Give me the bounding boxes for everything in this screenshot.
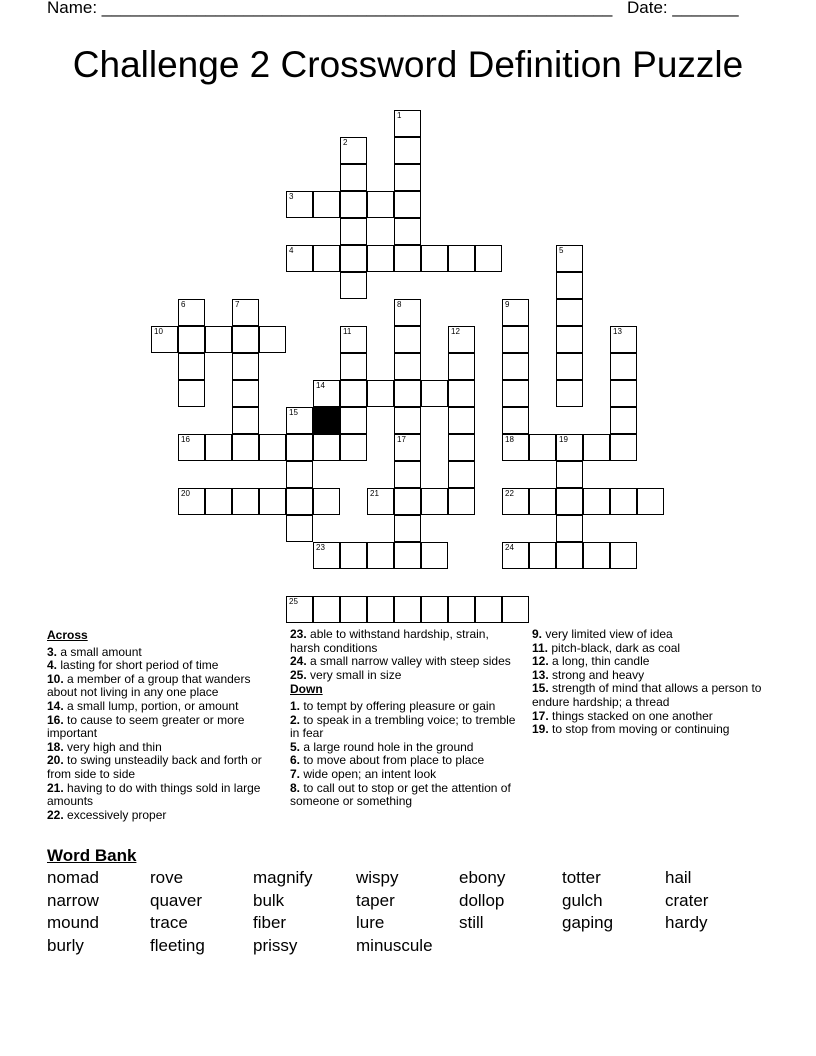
clue-item [47, 741, 277, 755]
grid-cell[interactable] [556, 299, 583, 326]
grid-cell[interactable] [286, 515, 313, 542]
grid-cell[interactable] [286, 434, 313, 461]
grid-cell[interactable] [421, 542, 448, 569]
word-bank-word: nomad [47, 868, 99, 887]
clue-number: 5 [559, 246, 564, 255]
word-bank-row [47, 891, 807, 914]
grid-cell[interactable] [583, 434, 610, 461]
word-bank-word: hardy [665, 913, 708, 933]
grid-cell[interactable] [286, 461, 313, 488]
clue-number: 11 [343, 327, 352, 336]
grid-cell[interactable] [448, 434, 475, 461]
word-bank-word: crater [665, 890, 709, 910]
grid-cell[interactable] [259, 434, 286, 461]
clue-number-label: 14. [47, 698, 64, 713]
grid-cell[interactable] [205, 434, 232, 461]
clue-number: 18 [505, 435, 514, 444]
clue-number-label: 17. [532, 708, 549, 723]
grid-cell[interactable] [502, 434, 529, 461]
grid-cell[interactable] [205, 326, 232, 353]
grid-cell[interactable] [502, 542, 529, 569]
grid-cell[interactable] [610, 542, 637, 569]
grid-cell[interactable] [610, 407, 637, 434]
grid-cell[interactable] [556, 353, 583, 380]
clue-item [290, 782, 520, 809]
grid-cell[interactable] [340, 272, 367, 299]
grid-cell[interactable] [394, 326, 421, 353]
word-bank-word: fleeting [150, 936, 205, 956]
grid-cell[interactable] [232, 299, 259, 326]
clue-number: 25 [289, 597, 298, 606]
word-bank-word: wispy [356, 868, 399, 887]
clue-text: wide open; an intent look [300, 766, 437, 781]
word-bank-word: narrow [47, 890, 99, 910]
clue-number-label: 19. [532, 722, 549, 737]
grid-cell[interactable] [367, 488, 394, 515]
grid-cell[interactable] [394, 407, 421, 434]
clues-column-2 [290, 628, 520, 809]
clue-text: lasting for short period of time [57, 658, 219, 673]
clue-number-label: 1. [290, 698, 301, 713]
clue-item [290, 741, 520, 755]
clue-number: 21 [370, 489, 379, 498]
grid-cell[interactable] [178, 299, 205, 326]
grid-cell[interactable] [178, 488, 205, 515]
grid-cell[interactable] [340, 137, 367, 164]
clues-column-1 [47, 628, 277, 822]
clue-text: to tempt by offering pleasure or gain [300, 698, 496, 713]
clue-number-label: 20. [47, 753, 64, 768]
word-bank-word: mound [47, 913, 99, 933]
grid-cell[interactable] [394, 434, 421, 461]
clue-text: pitch-black, dark as coal [548, 640, 681, 655]
grid-cell[interactable] [313, 245, 340, 272]
grid-cell[interactable] [394, 596, 421, 623]
grid-cell[interactable] [502, 380, 529, 407]
grid-cell[interactable] [178, 380, 205, 407]
clue-number-label: 18. [47, 739, 64, 754]
grid-cell[interactable] [340, 164, 367, 191]
grid-cell[interactable] [394, 353, 421, 380]
grid-cell[interactable] [340, 542, 367, 569]
grid-cell[interactable] [394, 488, 421, 515]
clue-text: a large round hole in the ground [300, 739, 474, 754]
grid-cell[interactable] [583, 488, 610, 515]
clue-number-label: 2. [290, 712, 301, 727]
word-bank-word: quaver [150, 890, 202, 910]
clue-number: 12 [451, 327, 460, 336]
grid-cell[interactable] [313, 488, 340, 515]
clue-item [47, 809, 277, 823]
clue-number: 7 [235, 300, 240, 309]
grid-cell[interactable] [502, 299, 529, 326]
clue-number: 15 [289, 408, 298, 417]
grid-cell[interactable] [232, 380, 259, 407]
clue-item [47, 754, 277, 781]
clue-item [532, 628, 767, 642]
grid-cell[interactable] [394, 110, 421, 137]
clue-text: a member of a group that wanders about not living in any one place [47, 671, 251, 700]
word-bank-word: dollop [459, 890, 505, 910]
grid-cell[interactable] [394, 137, 421, 164]
clue-number-label: 15. [532, 681, 549, 696]
grid-cell[interactable] [367, 542, 394, 569]
word-bank-title: Word Bank [47, 846, 137, 865]
clue-number: 17 [397, 435, 406, 444]
clue-number-label: 8. [290, 780, 301, 795]
grid-cell[interactable] [340, 191, 367, 218]
clue-number: 14 [316, 381, 325, 390]
clue-number-label: 7. [290, 766, 301, 781]
clue-text: to call out to stop or get the attention of someone or something [290, 780, 511, 809]
grid-cell[interactable] [178, 434, 205, 461]
clue-number: 20 [181, 489, 190, 498]
word-bank-row [47, 936, 807, 959]
grid-cell[interactable] [394, 218, 421, 245]
clue-number: 1 [397, 111, 402, 120]
grid-cell[interactable] [286, 191, 313, 218]
grid-cell[interactable] [502, 353, 529, 380]
clue-item [47, 673, 277, 700]
word-bank-word: taper [356, 890, 395, 910]
grid-cell[interactable] [367, 380, 394, 407]
clue-text: a long, thin candle [548, 654, 650, 669]
clue-item [290, 700, 520, 714]
clue-number: 9 [505, 300, 510, 309]
grid-cell[interactable] [394, 380, 421, 407]
grid-cell[interactable] [394, 515, 421, 542]
clue-text: to swing unsteadily back and forth or from side to side [47, 753, 262, 781]
clue-item [532, 710, 767, 724]
clue-number: 4 [289, 246, 294, 255]
clue-text: to move about from place to place [300, 753, 485, 768]
grid-cell[interactable] [556, 434, 583, 461]
grid-cell[interactable] [556, 326, 583, 353]
word-bank-word: prissy [253, 936, 298, 956]
word-bank-word: bulk [253, 890, 285, 910]
clue-text: able to withstand hardship, strain, harsh conditions [290, 627, 489, 655]
black-square [313, 407, 340, 434]
grid-cell[interactable] [610, 380, 637, 407]
grid-cell[interactable] [340, 434, 367, 461]
grid-cell[interactable] [421, 596, 448, 623]
clue-number: 3 [289, 192, 294, 201]
clue-item [47, 714, 277, 741]
clue-item [290, 768, 520, 782]
grid-cell[interactable] [421, 245, 448, 272]
clue-number: 23 [316, 543, 325, 552]
clue-number-label: 12. [532, 654, 549, 669]
word-bank-word: magnify [253, 868, 313, 887]
grid-cell[interactable] [394, 191, 421, 218]
grid-cell[interactable] [259, 488, 286, 515]
grid-cell[interactable] [367, 596, 394, 623]
date-line[interactable]: Date: _______ [627, 0, 739, 17]
word-bank-word: burly [47, 936, 84, 956]
grid-cell[interactable] [340, 218, 367, 245]
clues-column-3 [532, 628, 767, 737]
grid-cell[interactable] [286, 245, 313, 272]
grid-cell[interactable] [610, 326, 637, 353]
clue-text: strength of mind that allows a person to endure hardship; a thread [532, 681, 762, 709]
clue-item [47, 659, 277, 673]
grid-cell[interactable] [394, 461, 421, 488]
grid-cell[interactable] [556, 488, 583, 515]
grid-cell[interactable] [556, 461, 583, 488]
grid-cell[interactable] [313, 191, 340, 218]
clue-text: strong and heavy [548, 667, 645, 682]
word-bank-word: totter [562, 868, 601, 887]
grid-cell[interactable] [394, 245, 421, 272]
word-bank-word: trace [150, 913, 188, 933]
grid-cell[interactable] [286, 407, 313, 434]
grid-cell[interactable] [286, 596, 313, 623]
clue-number: 10 [154, 327, 163, 336]
grid-cell[interactable] [448, 407, 475, 434]
word-bank-row [47, 913, 807, 936]
grid-cell[interactable] [448, 245, 475, 272]
clue-text: very small in size [306, 667, 402, 682]
clue-item [290, 669, 520, 683]
clue-number-label: 16. [47, 712, 64, 727]
grid-cell[interactable] [232, 488, 259, 515]
grid-cell[interactable] [340, 326, 367, 353]
grid-cell[interactable] [556, 272, 583, 299]
clue-number-label: 4. [47, 658, 58, 673]
grid-cell[interactable] [502, 488, 529, 515]
grid-cell[interactable] [502, 407, 529, 434]
word-bank-word: rove [150, 868, 184, 887]
name-line[interactable]: Name: ______________________________________________________ [47, 0, 613, 17]
grid-cell[interactable] [610, 488, 637, 515]
clue-number-label: 11. [532, 640, 549, 655]
grid-cell[interactable] [313, 434, 340, 461]
clue-text: a small lump, portion, or amount [63, 698, 239, 713]
clue-text: very limited view of idea [542, 627, 673, 641]
grid-cell[interactable] [313, 380, 340, 407]
clue-item [532, 655, 767, 669]
clue-text: to cause to seem greater or more important [47, 712, 245, 741]
word-bank-word: minuscule [356, 936, 433, 956]
grid-cell[interactable] [313, 542, 340, 569]
word-bank-row [47, 868, 807, 891]
clue-number-label: 10. [47, 671, 64, 686]
word-bank-word: ebony [459, 868, 506, 887]
grid-cell[interactable] [448, 380, 475, 407]
grid-cell[interactable] [556, 380, 583, 407]
clue-text: a small narrow valley with steep sides [306, 654, 511, 669]
word-bank-word: still [459, 913, 484, 933]
clue-number: 13 [613, 327, 622, 336]
clue-number-label: 3. [47, 644, 58, 659]
grid-cell[interactable] [340, 245, 367, 272]
clue-text: a small amount [57, 644, 142, 659]
grid-cell[interactable] [340, 380, 367, 407]
clue-item [290, 655, 520, 669]
grid-cell[interactable] [340, 596, 367, 623]
clue-number: 2 [343, 138, 348, 147]
clue-item [290, 754, 520, 768]
grid-cell[interactable] [205, 488, 232, 515]
clue-item [532, 642, 767, 656]
clue-number-label: 23. [290, 627, 307, 641]
clue-item [47, 646, 277, 660]
clue-item [47, 782, 277, 809]
grid-cell[interactable] [448, 461, 475, 488]
clue-text: having to do with things sold in large amounts [47, 780, 261, 809]
clue-item [532, 682, 767, 709]
grid-cell[interactable] [448, 326, 475, 353]
grid-cell[interactable] [259, 326, 286, 353]
word-bank-word: hail [665, 868, 692, 887]
page-title: Challenge 2 Crossword Definition Puzzle [72, 44, 744, 85]
clue-text: to stop from moving or continuing [548, 722, 730, 737]
clue-number-label: 5. [290, 739, 301, 754]
word-bank-word: gulch [562, 890, 603, 910]
clue-number-label: 25. [290, 667, 307, 682]
grid-cell[interactable] [232, 353, 259, 380]
clue-item [290, 628, 520, 655]
clue-item [532, 723, 767, 737]
clue-text: very high and thin [63, 739, 162, 754]
clue-number-label: 13. [532, 667, 549, 682]
grid-cell[interactable] [232, 434, 259, 461]
clue-number-label: 21. [47, 780, 64, 795]
clue-text: excessively proper [63, 807, 167, 822]
word-bank-word: fiber [253, 913, 287, 933]
grid-cell[interactable] [286, 488, 313, 515]
clue-number-label: 24. [290, 654, 307, 669]
clue-heading: Down [290, 682, 323, 697]
word-bank [47, 868, 807, 959]
grid-cell[interactable] [475, 596, 502, 623]
grid-cell[interactable] [448, 596, 475, 623]
clue-item [290, 714, 520, 741]
clue-number: 22 [505, 489, 514, 498]
grid-cell[interactable] [394, 542, 421, 569]
clue-text: things stacked on one another [548, 708, 713, 723]
grid-cell[interactable] [637, 488, 664, 515]
grid-cell[interactable] [394, 164, 421, 191]
grid-cell[interactable] [610, 353, 637, 380]
clue-number: 6 [181, 300, 186, 309]
grid-cell[interactable] [340, 353, 367, 380]
grid-cell[interactable] [367, 191, 394, 218]
grid-cell[interactable] [610, 434, 637, 461]
clue-number: 16 [181, 435, 190, 444]
grid-cell[interactable] [502, 326, 529, 353]
clue-number-label: 6. [290, 753, 301, 768]
grid-cell[interactable] [178, 326, 205, 353]
grid-cell[interactable] [421, 488, 448, 515]
grid-cell[interactable] [232, 326, 259, 353]
clue-number: 24 [505, 543, 514, 552]
clue-number-label: 22. [47, 807, 64, 822]
grid-cell[interactable] [421, 380, 448, 407]
grid-cell[interactable] [502, 596, 529, 623]
grid-cell[interactable] [556, 245, 583, 272]
grid-cell[interactable] [367, 245, 394, 272]
grid-cell[interactable] [529, 434, 556, 461]
clue-number: 8 [397, 300, 402, 309]
clue-item [47, 700, 277, 714]
clue-number: 19 [559, 435, 568, 444]
grid-cell[interactable] [178, 353, 205, 380]
grid-cell[interactable] [394, 299, 421, 326]
grid-cell[interactable] [232, 407, 259, 434]
clue-text: to speak in a trembling voice; to tremble in fear [290, 712, 516, 741]
grid-cell[interactable] [313, 596, 340, 623]
word-bank-word: gaping [562, 913, 614, 933]
grid-cell[interactable] [448, 353, 475, 380]
grid-cell[interactable] [529, 542, 556, 569]
grid-cell[interactable] [475, 245, 502, 272]
clue-heading: Across [47, 628, 88, 642]
grid-cell[interactable] [448, 488, 475, 515]
grid-cell[interactable] [529, 488, 556, 515]
grid-cell[interactable] [340, 407, 367, 434]
clue-number-label: 9. [532, 627, 543, 641]
clue-item [532, 669, 767, 683]
grid-cell[interactable] [151, 326, 178, 353]
grid-cell[interactable] [556, 515, 583, 542]
grid-cell[interactable] [583, 542, 610, 569]
grid-cell[interactable] [556, 542, 583, 569]
word-bank-word: lure [356, 913, 385, 933]
